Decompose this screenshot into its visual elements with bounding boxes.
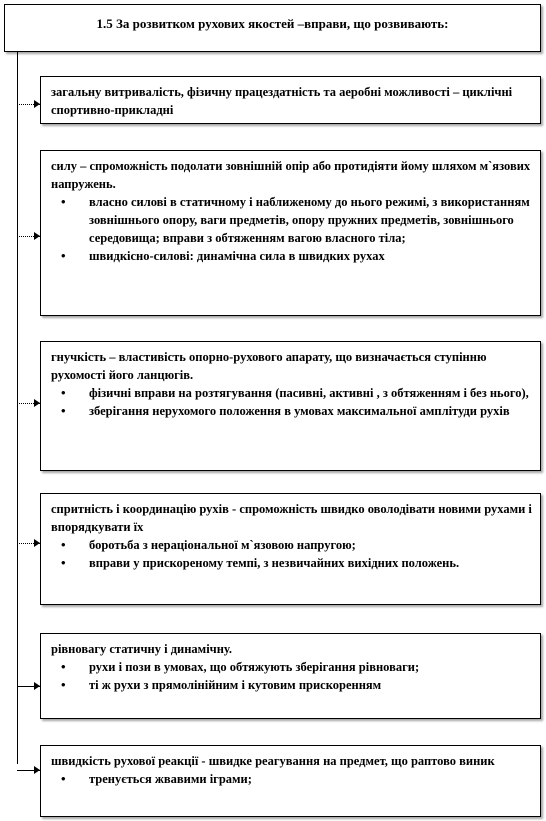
box-heading: спритність і координацію рухів - спроможність швидко оволодівати новими рухами і впорядкувати їх	[51, 502, 532, 534]
diagram-title: 1.5 За розвитком рухових якостей –вправи, що розвивають:	[4, 4, 541, 52]
box-heading: рівновагу статичну і динамічну.	[51, 642, 233, 656]
bullet-list	[51, 193, 532, 265]
box-strength	[40, 150, 541, 316]
bullet-item: • тренується жвавими іграми;	[79, 770, 532, 788]
bullet-list	[51, 536, 532, 572]
connector-arrow	[17, 403, 40, 404]
connector-arrow	[17, 104, 40, 105]
bullet-item: • зберігання нерухомого положення в умовах максимальної амплітуди рухів	[79, 402, 532, 420]
box-heading: швидкість рухової реакції - швидке реагування на предмет, що раптово виник	[51, 754, 495, 768]
bullet-item: • фізичні вправи на розтягування (пасивні, активні , з обтяженням і без нього),	[79, 384, 532, 402]
box-endurance	[40, 76, 541, 124]
bullet-item: • вправи у прискореному темпі, з незвичайних вихідних положень.	[79, 554, 532, 572]
bullet-item: • швидкісно-силові: динамічна сила в швидких рухах	[79, 247, 532, 265]
bullet-item: • боротьба з нераціональної м`язовою напругою;	[79, 536, 532, 554]
connector-arrow	[17, 770, 40, 771]
box-heading: гнучкість – властивість опорно-рухового апарату, що визначається ступінню рухомості його ланцюгів.	[51, 350, 487, 382]
box-heading: загальну витривалість, фізичну працездатність та аеробні можливості – циклічні спортивно-прикладні	[51, 85, 513, 117]
trunk-line	[17, 52, 18, 764]
bullet-item: • власно силові в статичному і наближеному до нього режимі, з використанням зовнішнього опору, ваги предметів, опору пружних предметів, зовнішнього середовища; вправи з обтяженням вагою власного тіла;	[79, 193, 532, 247]
bullet-item: • ті ж рухи з прямолінійним і кутовим прискоренням	[79, 676, 532, 694]
box-balance	[40, 633, 541, 719]
connector-arrow	[17, 543, 40, 544]
box-reaction-speed	[40, 745, 541, 817]
box-heading: силу – спроможність подолати зовнішній опір або протидіяти йому шляхом м`язових напружень.	[51, 159, 531, 191]
box-agility	[40, 493, 541, 605]
bullet-item: • рухи і пози в умовах, що обтяжують зберігання рівноваги;	[79, 658, 532, 676]
box-flexibility	[40, 341, 541, 471]
bullet-list	[51, 658, 532, 694]
connector-arrow	[17, 236, 40, 237]
connector-arrow	[17, 686, 40, 687]
bullet-list	[51, 770, 532, 788]
bullet-list	[51, 384, 532, 420]
